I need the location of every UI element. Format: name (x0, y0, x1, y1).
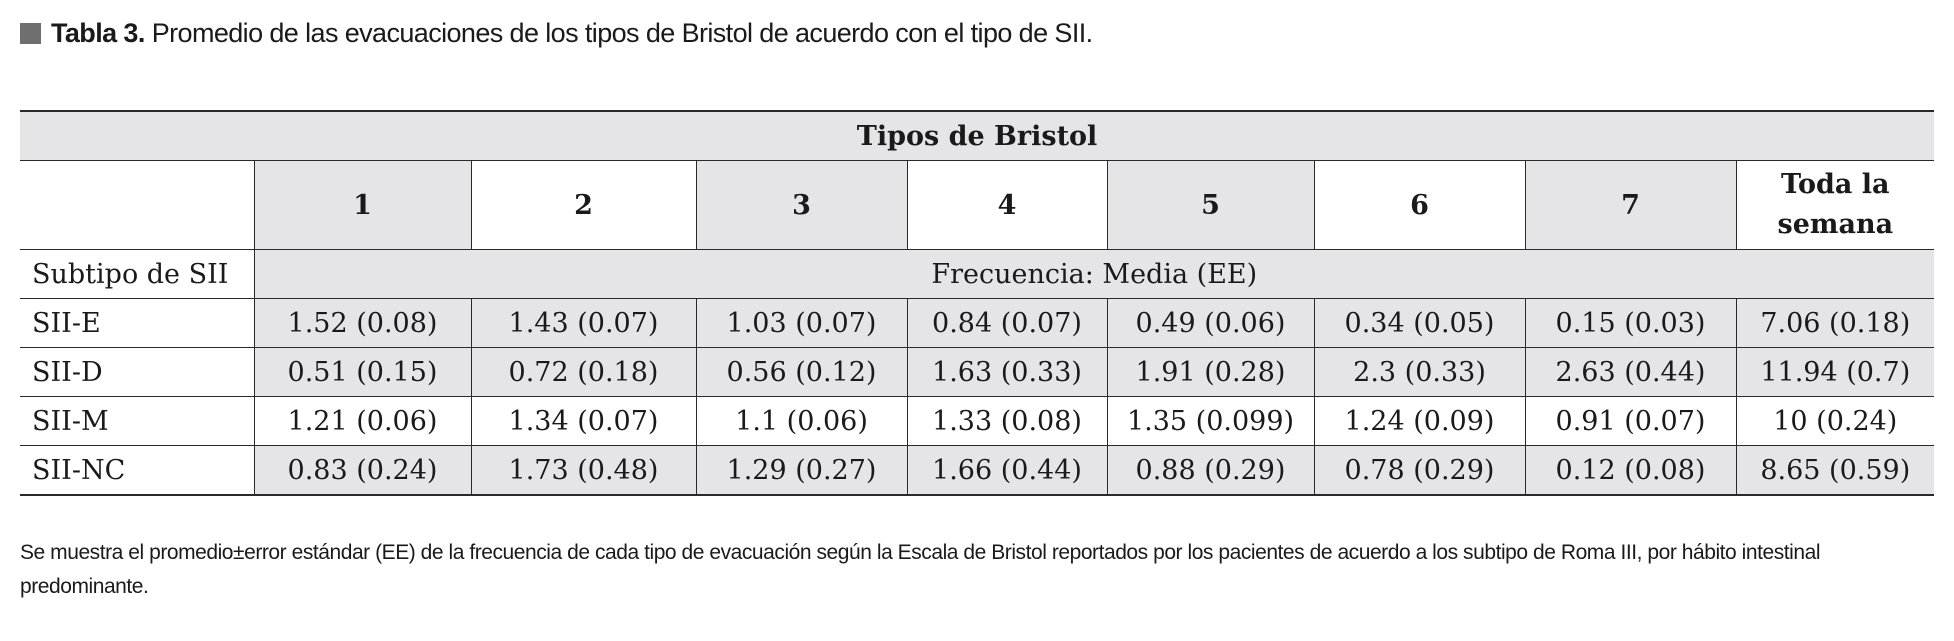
group-header: Tipos de Bristol (20, 111, 1934, 161)
table-cell: 10 (0.24) (1736, 397, 1934, 446)
table-footnote: Se muestra el promedio±error estándar (EE) de la frecuencia de cada tipo de evacuación según la Escala de Bristol reportados por los pacientes de acuerdo a los subtipo de Roma III, por hábito intestinal predominante. (20, 541, 1821, 598)
table-cell: 1.21 (0.06) (254, 397, 471, 446)
column-header: 1 (254, 161, 471, 250)
column-header: 5 (1107, 161, 1314, 250)
table-cell: 2.3 (0.33) (1314, 348, 1525, 397)
table-cell: 0.51 (0.15) (254, 348, 471, 397)
table-cell: 1.33 (0.08) (907, 397, 1107, 446)
table-cell: 7.06 (0.18) (1736, 299, 1934, 348)
row-label: SII-D (20, 348, 254, 397)
table-cell: 0.83 (0.24) (254, 446, 471, 496)
table-cell: 0.91 (0.07) (1525, 397, 1736, 446)
table-cell: 1.03 (0.07) (696, 299, 907, 348)
caption-square-icon (20, 23, 41, 44)
caption-label: Tabla 3. (51, 17, 145, 48)
table-cell: 1.35 (0.099) (1107, 397, 1314, 446)
corner-cell (20, 161, 254, 250)
table-cell: 0.72 (0.18) (471, 348, 696, 397)
table-cell: 1.34 (0.07) (471, 397, 696, 446)
column-header: 3 (696, 161, 907, 250)
table-cell: 0.15 (0.03) (1525, 299, 1736, 348)
table-cell: 8.65 (0.59) (1736, 446, 1934, 496)
table-cell: 1.91 (0.28) (1107, 348, 1314, 397)
table-cell: 0.78 (0.29) (1314, 446, 1525, 496)
column-header: 4 (907, 161, 1107, 250)
column-header: 7 (1525, 161, 1736, 250)
table-cell: 1.29 (0.27) (696, 446, 907, 496)
table-cell: 1.66 (0.44) (907, 446, 1107, 496)
row-label: SII-NC (20, 446, 254, 496)
table-cell: 1.73 (0.48) (471, 446, 696, 496)
table-cell: 1.63 (0.33) (907, 348, 1107, 397)
table-cell: 0.88 (0.29) (1107, 446, 1314, 496)
table-cell: 1.52 (0.08) (254, 299, 471, 348)
column-header: 2 (471, 161, 696, 250)
row-label: SII-E (20, 299, 254, 348)
table-cell: 0.12 (0.08) (1525, 446, 1736, 496)
frequency-subheader: Frecuencia: Media (EE) (254, 250, 1934, 299)
table-caption (20, 14, 1093, 52)
table-cell: 11.94 (0.7) (1736, 348, 1934, 397)
table-cell: 2.63 (0.44) (1525, 348, 1736, 397)
table-row (20, 446, 1934, 496)
row-label: SII-M (20, 397, 254, 446)
table-cell: 1.1 (0.06) (696, 397, 907, 446)
table-cell: 0.34 (0.05) (1314, 299, 1525, 348)
table-row (20, 397, 1934, 446)
row-label-header: Subtipo de SII (20, 250, 254, 299)
column-header: 6 (1314, 161, 1525, 250)
table-row (20, 348, 1934, 397)
bristol-table (20, 110, 1934, 496)
table-cell: 0.56 (0.12) (696, 348, 907, 397)
column-header: Toda la semana (1736, 161, 1934, 250)
table-cell: 0.49 (0.06) (1107, 299, 1314, 348)
table-cell: 1.24 (0.09) (1314, 397, 1525, 446)
table-cell: 0.84 (0.07) (907, 299, 1107, 348)
caption-text: Promedio de las evacuaciones de los tipos de Bristol de acuerdo con el tipo de SII. (151, 17, 1093, 48)
table-cell: 1.43 (0.07) (471, 299, 696, 348)
table-row (20, 299, 1934, 348)
